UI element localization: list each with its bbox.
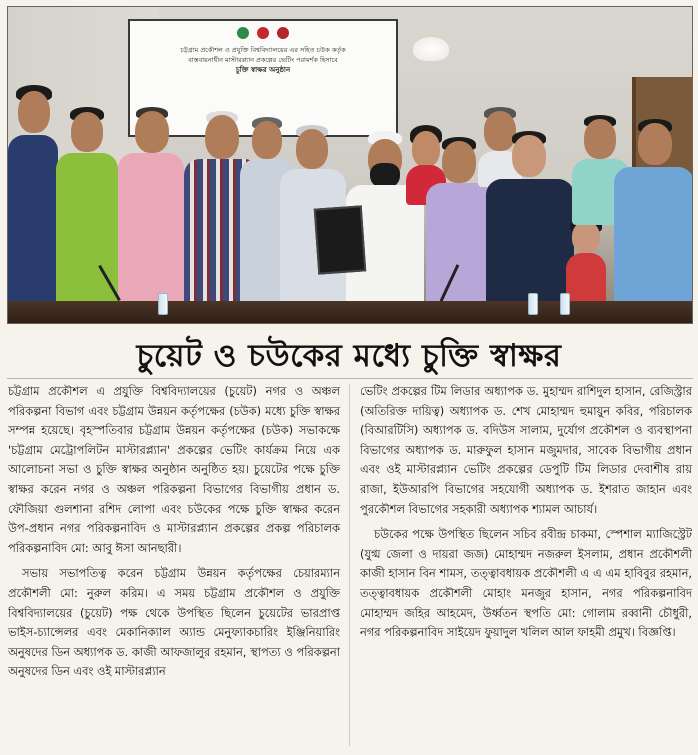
water-bottle	[560, 293, 570, 315]
conference-table	[8, 301, 692, 323]
banner-logos	[138, 27, 388, 39]
logo-icon	[277, 27, 289, 39]
person-figure	[614, 119, 693, 317]
article-paragraph: চট্টগ্রাম প্রকৌশল এ প্রযুক্তি বিশ্ববিদ্যালয়ের (চুয়েট) নগর ও অঞ্চল পরিকল্পনা বিভাগ এবং চট্টগ্রাম উন্নয়ন কর্তৃপক্ষের (চউক) মধ্যে চুক্তি স্বাক্ষর সম্পন্ন হয়েছে। বৃহস্পতিবার চট্টগ্রাম উন্নয়ন কর্তৃপক্ষের (চউক) সভাকক্ষে 'চট্টগ্রাম মেট্রোপলিটন মাস্টারপ্ল্যান' প্রকল্পের ভেটিং কার্যক্রম নিয়ে এক আলোচনা সভা ও চুক্তি স্বাক্ষর অনুষ্ঠান অনুষ্ঠিত হয়। চুয়েটের পক্ষে চুক্তি স্বাক্ষর করেন নগর ও অঞ্চল পরিকল্পনা বিভাগের বিভাগীয় প্রধান ড. ফৌজিয়া গুলশানা রশিদ লোপা এবং চউকের পক্ষে চুক্তি স্বাক্ষর করেন উপ-প্রধান নগর পরিকল্পনাবিদ ও মাস্টারপ্ল্যান প্রকল্পের প্রকল্প পরিচালক পরিকল্পনাবিদ মো: আবু ঈসা আনছারী।	[8, 384, 340, 555]
water-bottle	[528, 293, 538, 315]
banner-line: চট্টগ্রাম প্রকৌশল ও প্রযুক্তি বিশ্ববিদ্যালয়ের এর সহিত চউক কর্তৃক	[180, 46, 346, 54]
water-bottle	[158, 293, 168, 315]
photo-wall-lamp	[413, 37, 449, 61]
headline-rule	[7, 378, 693, 379]
article-paragraph: চউকের পক্ষে উপস্থিত ছিলেন সচিব রবীন্দ্র চাকমা, স্পেশাল ম্যাজিস্ট্রেট (যুগ্ম জেলা ও দায়রা জজ) মোহাম্মদ নজরুল ইসলাম, প্রধান প্রকৌশলী কাজী হাসান বিন শামস, তত্ত্বাবধায়ক প্রকৌশলী এ এ এম হাবিবুর রহমান, তত্ত্বাবধায়ক প্রকৌশলী মোহাং মনজুর হাসান, নগর পরিকল্পনাবিদ মোহাম্মদ জহির আহমেদ, উর্ধ্বতন স্থপতি মো: গোলাম রব্বানী চৌধুরী, নগর পরিকল্পনাবিদ সাইয়েদ ফুয়াদুল খলিল আল ফাহমী প্রমুখ। বিজ্ঞপ্তি।	[360, 527, 692, 640]
headline: চুয়েট ও চউকের মধ্যে চুক্তি স্বাক্ষর	[136, 338, 562, 374]
article-column-right	[360, 382, 692, 643]
article-paragraph: ভেটিং প্রকল্পের টিম লিডার অধ্যাপক ড. মুহাম্মদ রাশিদুল হাসান, রেজিস্ট্রার (অতিরিক্ত দায়িত্ব) অধ্যাপক ড. শেখ মোহাম্মদ হুমায়ুন কবির, পরিচালক (বিআরটিসি) অধ্যাপক ড. বদিউস সালাম, দুর্যোগ প্রকৌশল ও ব্যবস্থাপনা বিভাগের অধ্যাপক ড. মারুফুল হাসান মজুমদার, সাবেক বিভাগীয় প্রধান এবং ওই মাস্টারপ্ল্যান ভেটিং প্রকল্পের ডেপুটি টিম লিডার দেবাশীষ রায় রাজা, ইউআরপি বিভাগের সহযোগী অধ্যাপক ড. ইশরাত জাহান এবং পুরকৌশল বিভাগের সহকারী অধ্যাপক শ্যামল আচার্য।	[360, 384, 692, 516]
news-photo	[7, 6, 693, 324]
banner-line: বাস্তবায়নাধীন মাস্টারপ্ল্যান প্রকল্পের ভেটিং পরামর্শক হিসাবে	[188, 56, 338, 64]
article-column-left	[8, 382, 340, 682]
signed-document-folder	[314, 205, 366, 274]
banner-line: চুক্তি স্বাক্ষর অনুষ্ঠান	[235, 66, 291, 74]
column-divider	[349, 384, 350, 746]
person-figure	[8, 85, 58, 315]
person-figure	[486, 131, 574, 317]
article-paragraph: সভায় সভাপতিত্ব করেন চট্টগ্রাম উন্নয়ন কর্তৃপক্ষের চেয়ারম্যান প্রকৌশলী মো: নুরুল করিম। এ সময় চট্টগ্রাম প্রকৌশল ও প্রযুক্তি বিশ্ববিদ্যালয়ের (চুয়েট) পক্ষ থেকে উপস্থিত ছিলেন চুয়েটের ভারপ্রাপ্ত ভাইস-চ্যান্সেলর এবং মেকানিক্যাল অ্যান্ড মেনুফ্যাকচারিং ইঞ্জিনিয়ারিং অনুষদের ডিন অধ্যাপক ড. কাজী আফজালুর রহমান, স্থাপত্য ও পরিকল্পনা অনুষদের ডিন এবং ওই মাস্টারপ্ল্যান	[8, 566, 340, 679]
person-figure	[118, 107, 184, 317]
logo-icon	[257, 27, 269, 39]
logo-icon	[237, 27, 249, 39]
